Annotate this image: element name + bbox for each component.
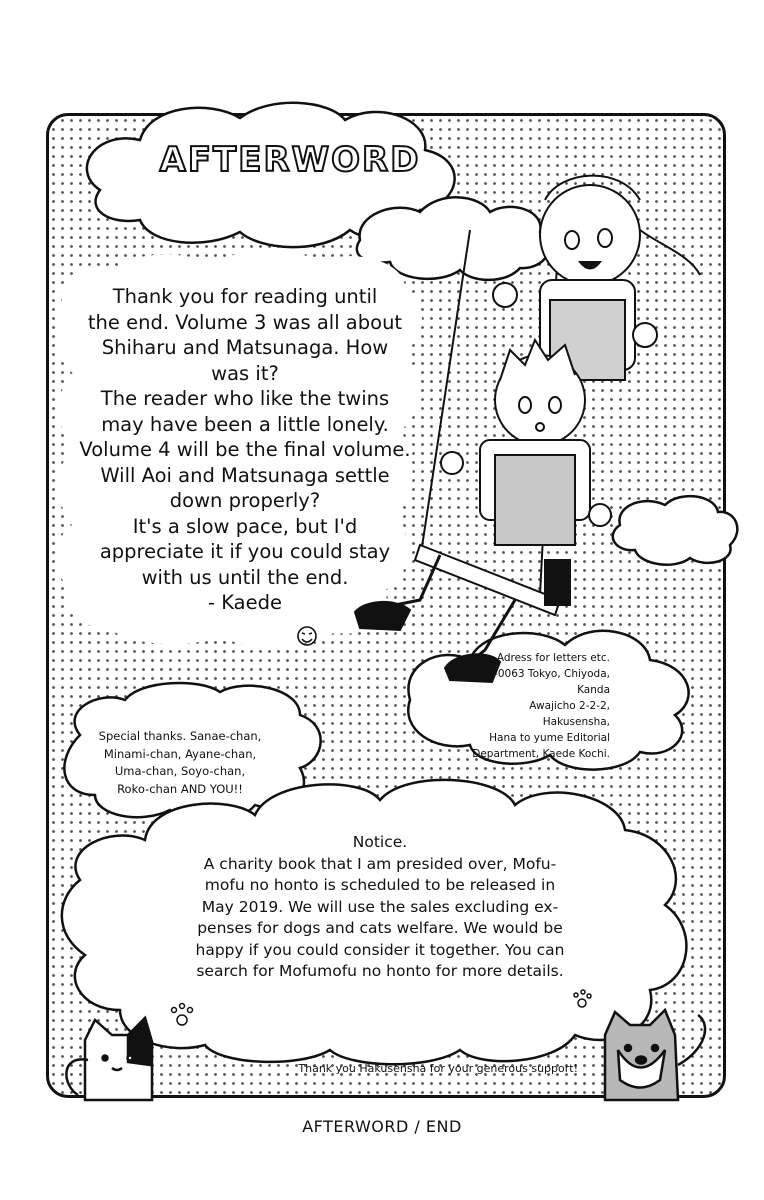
notice-text: Notice. A charity book that I am presided over, Mofu- mofu no honto is scheduled to be released in May 2019. We will use the sales excluding ex- penses for dogs and cats welfare. We would be happy if you could consider it together. You can search for Mofumofu no honto for more details. (195, 833, 565, 980)
cat-illustration (66, 1018, 152, 1100)
page-end-caption: AFTERWORD / END (302, 1117, 462, 1136)
dog-illustration (605, 1010, 705, 1100)
page-title: AFTERWORD (159, 140, 421, 180)
special-thanks: Special thanks. Sanae-chan, Minami-chan, Ayane-chan, Uma-chan, Soyo-chan, Roko-chan AND YOU!! (98, 729, 262, 796)
main-message: Thank you for reading until the end. Volume 3 was all about Shiharu and Matsunaga. How was it? The reader who like the twins may have been a little lonely. Volume 4 will be the final volume. Will Aoi and Matsunaga settle down properly? It's a slow pace, but I'd appreciate it if you could stay with us until the end. - Kaede (79, 285, 411, 614)
address-note: Adress for letters etc. 101-0063 Tokyo, Chiyoda, Kanda Awajicho 2-2-2, Hakusensha, Hana to yume Editorial Department, Kaede Kochi. (472, 652, 610, 760)
publisher-thanks: Thank you Hakusensha for your generous support! (298, 1062, 578, 1075)
sky-cloud-small (613, 496, 738, 565)
